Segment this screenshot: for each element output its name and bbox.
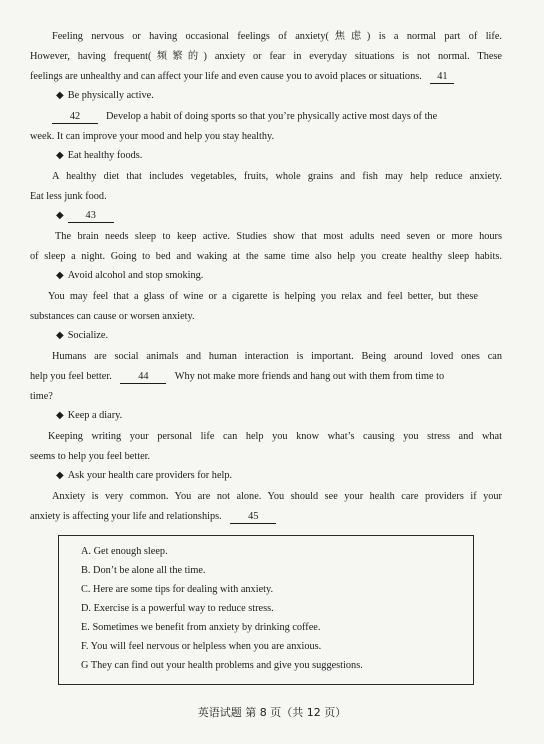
bullet-heading [56,409,528,423]
paragraph-text: Develop a habit of doing sports so that you’re physically active most days of the [106,111,438,122]
option-e[interactable]: E. Sometimes we benefit from anxiety by drinking coffee. [81,622,321,633]
blank-41[interactable]: 41 [430,71,454,84]
bullet-heading [56,89,528,103]
option-g[interactable]: G They can find out your health problems and give you suggestions. [81,660,363,671]
paragraph-line [30,370,502,384]
paragraph-line [30,70,502,84]
paragraph-line: Anxiety is very common. You are not alone. You should see your health care providers if your [52,491,502,502]
paragraph-text: feelings are unhealthy and can affect your life and even cause you to avoid places or situations. [30,71,422,82]
bullet-heading [56,469,528,483]
diamond-bullet-icon: ◆ [56,150,64,161]
options-box [58,535,474,685]
diamond-bullet-icon: ◆ [56,210,64,221]
paragraph-line [30,510,502,524]
paragraph-line: Keeping writing your personal life can help you know what’s causing you stress and what [48,431,502,442]
diamond-bullet-icon: ◆ [56,470,64,481]
blank-44[interactable]: 44 [120,371,166,384]
paragraph-line: of sleep a night. Going to bed and waking at the same time also help you create healthy sleep habits. [30,251,502,262]
diamond-bullet-icon: ◆ [56,330,64,341]
paragraph-line: substances can cause or worsen anxiety. [30,311,195,322]
paragraph-line: A healthy diet that includes vegetables, fruits, whole grains and fish may help reduce anxiety. [52,171,502,182]
paragraph-line: time? [30,391,53,402]
paragraph-line: seems to help you feel better. [30,451,151,462]
paragraph-line: Eat less junk food. [30,191,107,202]
bullet-heading-text: Keep a diary. [67,410,123,421]
paragraph-line: You may feel that a glass of wine or a cigarette is helping you relax and feel better, but these [48,291,478,302]
option-d[interactable]: D. Exercise is a powerful way to reduce stress. [81,603,274,614]
paragraph-line: However, having frequent(频繁的) anxiety or fear in everyday situations is not normal. These [30,51,502,62]
bullet-heading [56,149,528,163]
blank-43[interactable]: 43 [68,210,114,223]
paragraph-text: help you feel better. [30,371,112,382]
option-b[interactable]: B. Don’t be alone all the time. [81,565,206,576]
paragraph-text: anxiety is affecting your life and relationships. [30,511,222,522]
bullet-heading [56,329,528,343]
diamond-bullet-icon: ◆ [56,90,64,101]
paragraph-line: week. It can improve your mood and help you stay healthy. [30,131,275,142]
paragraph-line: Humans are social animals and human interaction is important. Being around loved ones can [52,351,502,362]
paragraph-line: The brain needs sleep to keep active. Studies show that most adults need seven or more hours [55,231,502,242]
bullet-heading [56,269,528,283]
blank-45[interactable]: 45 [230,511,276,524]
paragraph-text: Why not make more friends and hang out with them from time to [174,371,445,382]
blank-42[interactable]: 42 [52,111,98,124]
bullet-heading-text: Be physically active. [67,90,154,101]
bullet-heading-text: Avoid alcohol and stop smoking. [67,270,204,281]
option-f[interactable]: F. You will feel nervous or helpless when you are anxious. [81,641,322,652]
bullet-heading-text: Eat healthy foods. [67,150,143,161]
bullet-heading-text: Ask your health care providers for help. [67,470,233,481]
option-c[interactable]: C. Here are some tips for dealing with anxiety. [81,584,274,595]
diamond-bullet-icon: ◆ [56,270,64,281]
paragraph-line [52,110,502,124]
bullet-heading-text: Socialize. [67,330,109,341]
bullet-heading [56,209,528,223]
option-a[interactable]: A. Get enough sleep. [81,546,168,557]
diamond-bullet-icon: ◆ [56,410,64,421]
page-footer: 英语试题 第 8 页（共 12 页） [197,706,347,719]
paragraph-line: Feeling nervous or having occasional feelings of anxiety(焦虑) is a normal part of life. [52,31,502,42]
